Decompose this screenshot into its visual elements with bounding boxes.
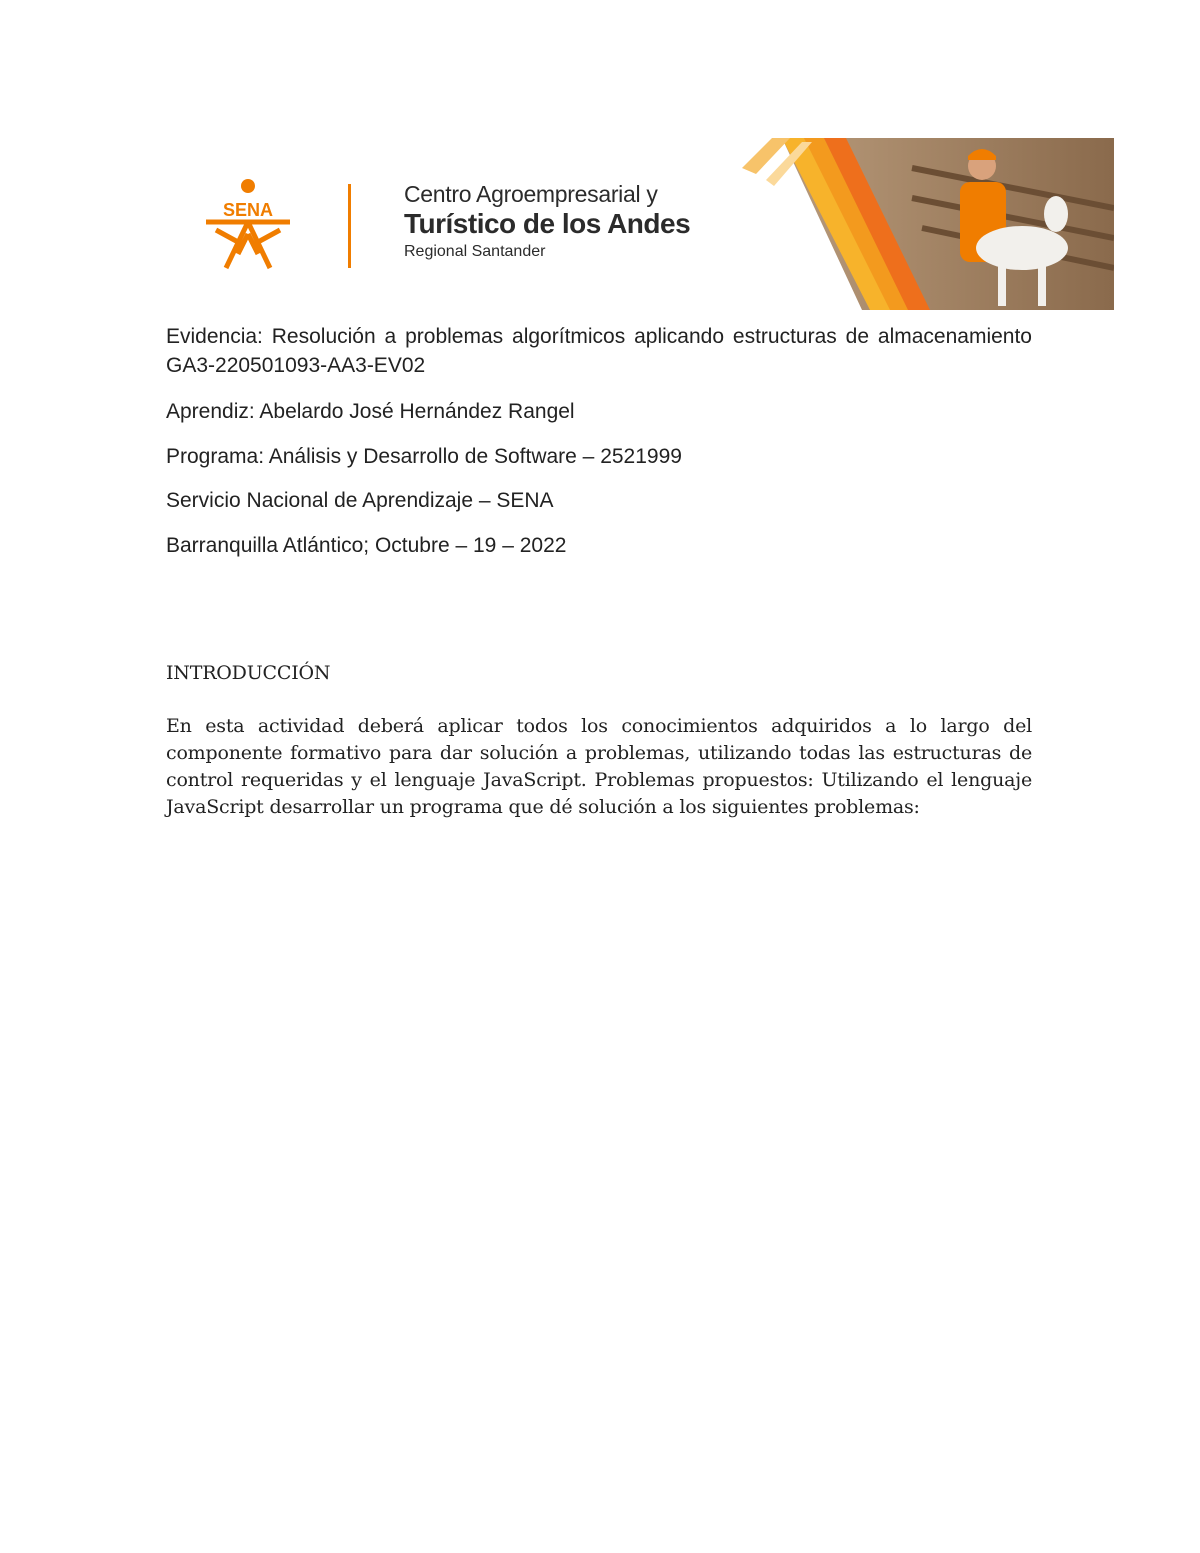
intro-paragraph: En esta actividad deberá aplicar todos los conocimientos adquiridos a lo largo del componente formativo para dar solución a problemas, utilizando todas las estructuras de control requeridas y el lenguaje JavaScript. Problemas propuestos: Utilizando el lenguaje JavaScript desarrollar un programa que dé solución a los siguientes problemas: [166,715,1032,818]
servicio-line: Servicio Nacional de Aprendizaje – SENA [166,489,554,512]
svg-text:SENA: SENA [222,200,274,220]
center-region: Regional Santander [404,243,546,260]
header-banner [188,138,1114,310]
center-name-line1: Centro Agroempresarial y [404,181,658,207]
header-photo [742,138,1114,310]
header-divider [348,184,351,268]
center-name-block [404,180,690,264]
center-name-line2: Turístico de los Andes [404,208,691,239]
evidencia-title: Evidencia: Resolución a problemas algorítmicos aplicando estructuras de almacenamiento GA3-220501093-AA3-EV02 [166,325,1032,377]
lugar-fecha-line: Barranquilla Atlántico; Octubre – 19 – 2022 [166,534,567,557]
sena-logo [202,178,294,270]
aprendiz-line: Aprendiz: Abelardo José Hernández Rangel [166,400,575,423]
intro-heading: INTRODUCCIÓN [166,662,331,684]
programa-line: Programa: Análisis y Desarrollo de Software – 2521999 [166,445,682,468]
